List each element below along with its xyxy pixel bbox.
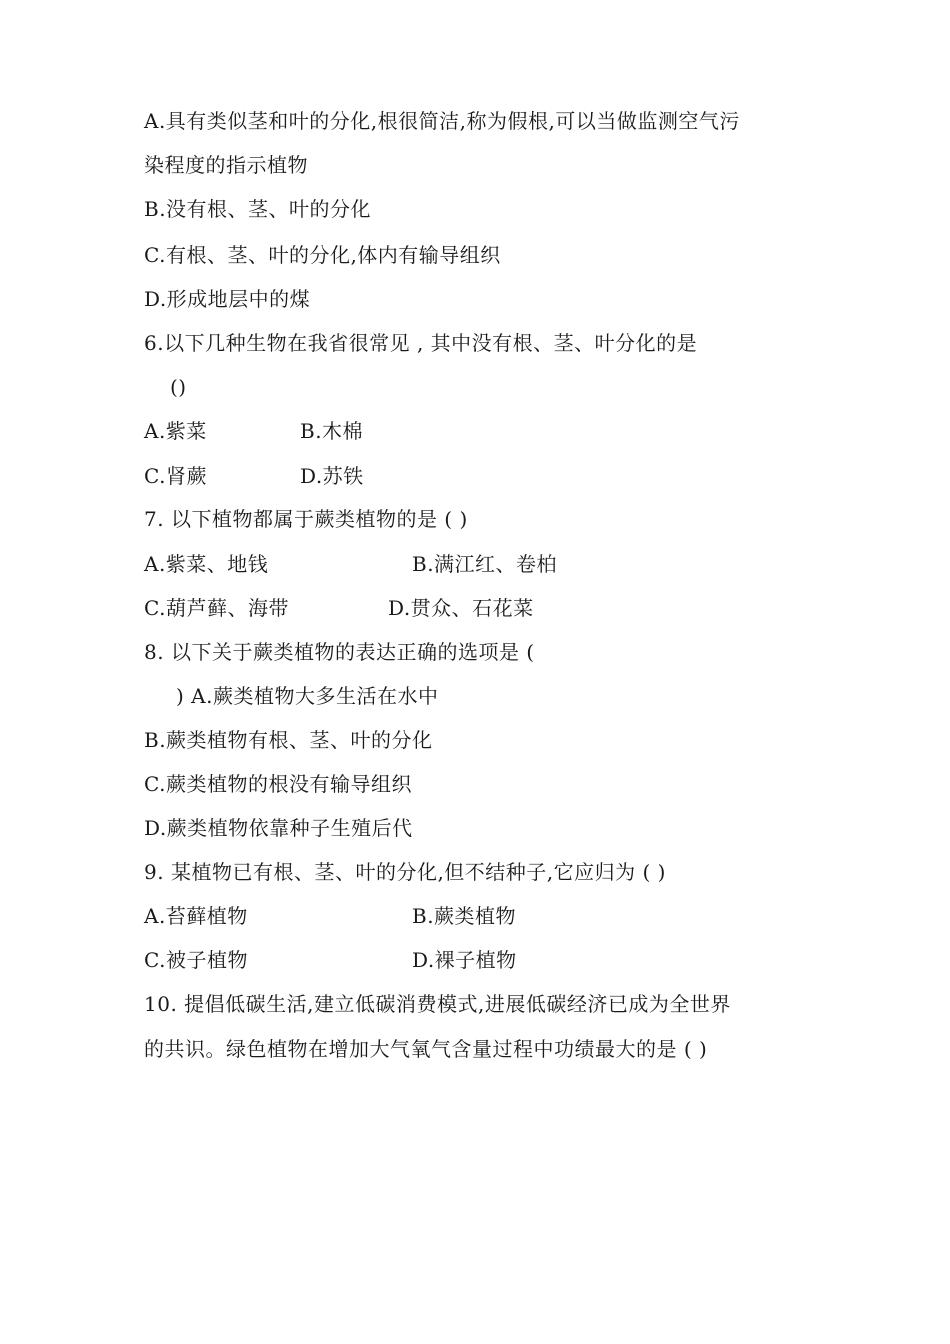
q5-option-c: C.有根、茎、叶的分化,体内有输导组织 xyxy=(144,243,501,267)
q9-stem: 9. 某植物已有根、茎、叶的分化,但不结种子,它应归为 ( ) xyxy=(144,860,666,884)
q6-option-c: C.肾蕨 xyxy=(144,464,207,488)
q9-option-a: A.苔藓植物 xyxy=(144,904,248,928)
q7-option-a: A.紫菜、地钱 xyxy=(144,552,269,576)
q6-stem-line1: 6.以下几种生物在我省很常见 , 其中没有根、茎、叶分化的是 xyxy=(144,331,698,355)
q8-stem-line2: ) A.蕨类植物大多生活在水中 xyxy=(176,684,439,708)
q9-option-d: D.裸子植物 xyxy=(412,948,517,972)
q6-option-b: B.木棉 xyxy=(300,419,364,443)
q9-option-c: C.被子植物 xyxy=(144,948,248,972)
q5-option-a-line1: A.具有类似茎和叶的分化,根很简洁,称为假根,可以当做监测空气污 xyxy=(144,109,740,133)
q5-option-d: D.形成地层中的煤 xyxy=(144,287,311,311)
q6-option-a: A.紫菜 xyxy=(144,419,207,443)
q8-option-b: B.蕨类植物有根、茎、叶的分化 xyxy=(144,728,433,752)
q5-option-a-line2: 染程度的指示植物 xyxy=(144,153,308,177)
q7-option-c: C.葫芦藓、海带 xyxy=(144,596,289,620)
q8-stem-line1: 8. 以下关于蕨类植物的表达正确的选项是 ( xyxy=(144,640,535,664)
q10-stem-line2: 的共识。绿色植物在增加大气氧气含量过程中功绩最大的是 ( ) xyxy=(144,1037,708,1061)
q8-option-d: D.蕨类植物依靠种子生殖后代 xyxy=(144,816,413,840)
q9-option-b: B.蕨类植物 xyxy=(412,904,517,928)
q7-option-b: B.满江红、卷柏 xyxy=(412,552,558,576)
q5-option-b: B.没有根、茎、叶的分化 xyxy=(144,197,372,221)
q7-option-d: D.贯众、石花菜 xyxy=(388,596,534,620)
q6-stem-line2: () xyxy=(170,375,187,399)
q8-option-c: C.蕨类植物的根没有输导组织 xyxy=(144,772,412,796)
q7-stem: 7. 以下植物都属于蕨类植物的是 ( ) xyxy=(144,507,468,531)
q6-option-d: D.苏铁 xyxy=(300,464,364,488)
q10-stem-line1: 10. 提倡低碳生活,建立低碳消费模式,进展低碳经济已成为全世界 xyxy=(144,992,731,1016)
